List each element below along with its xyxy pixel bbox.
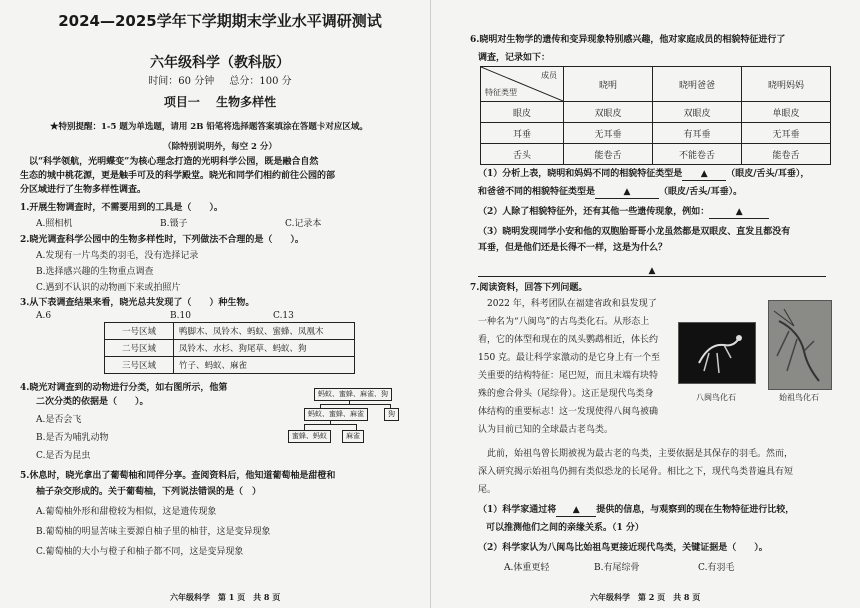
region-species: 凤铃木、水杉、狗尾草、蚂蚁、狗 [174,340,355,357]
q7-para2-line: 尾。 [478,485,497,495]
intro-line-3: 分区域进行了生物多样性调查。 [20,185,147,195]
q3-option-c: C.13 [273,311,294,321]
exam-title: 2024—2025学年下学期期末学业水平调研测试 [58,12,382,30]
blank-marker: ▲ [700,169,708,179]
q6-stem-line-1: 6.晓明对生物学的遗传和变异现象特别感兴趣，他对家庭成员的相貌特征进行了 [470,35,786,45]
fossil-skeleton-icon [769,301,831,389]
survey-table [104,322,355,374]
q1-option-b: B.镊子 [160,219,188,229]
q1-stem: 1.开展生物调查时，不需要用到的工具是（ ）。 [20,203,223,213]
q5-option-a: A.葡萄柚外形和甜橙较为相似，这是遗传现象 [36,507,217,517]
q5-option-c: C.葡萄柚的大小与橙子和柚子都不同，这是变异现象 [36,547,244,557]
tree-leaf-right: 麻雀 [342,430,364,443]
region-species: 鸭脚木、凤铃木、蚂蚁、蜜蜂、凤凰木 [174,323,355,340]
answer-line[interactable] [478,266,826,277]
answer-blank[interactable] [595,186,659,199]
table-row [481,123,831,144]
tree-leaf-left: 蜜蜂、蚂蚁 [288,430,331,443]
q7-para1-line: 150 克。最让科学家激动的是它身上有一个至 [478,353,661,363]
value-cell: 无耳垂 [742,123,831,144]
tree-left-node: 蚂蚁、蜜蜂、麻雀 [304,408,368,421]
answer-blank[interactable] [709,206,769,219]
exam-score: 总分：100 分 [229,76,292,87]
q4-option-c: C.是否为昆虫 [36,451,91,461]
q7-sub1-line-1: （1）科学家通过将 ▲ 提供的信息，与观察到的现在生物特征进行比较， [478,505,795,515]
q7-option-b: B.有尾综骨 [594,563,640,573]
fossil-caption-2: 始祖鸟化石 [779,393,819,402]
table-row [105,323,355,340]
table-row [481,144,831,165]
q7-para1-line: 看，它的体型和现在的凤头鹦鹉相近，体长约 [478,335,659,345]
q3-option-b: B.10 [170,311,191,321]
table-row [481,67,831,102]
special-note: ★特别提醒：1-5 题为单选题，请用 2B 铅笔将选择题答案填涂在答题卡对应区域。 [50,122,368,132]
header-members: 成员 [541,71,557,80]
exam-meta [20,72,420,87]
region-species: 竹子、蚂蚁、麻雀 [174,357,355,374]
q2-option-a: A.发现有一片鸟类的羽毛，没有选择记录 [36,251,199,261]
q7-para1-line: 殊的愈合骨头（尾综骨）。这正是现代鸟类身 [478,389,654,399]
member-header: 晓明妈妈 [742,67,831,102]
trait-cell: 舌头 [481,144,564,165]
value-cell: 双眼皮 [653,102,742,123]
q5-stem-line-1: 5.休息时，晓光拿出了葡萄柚和同伴分享。查阅资料后，他知道葡萄柚是甜橙和 [20,471,336,481]
tree-connector [320,404,390,405]
header-trait: 特征类型 [485,88,517,97]
q2-stem: 2.晓光调查科学公园中的生物多样性时，下列做法不合理的是（ ）。 [20,235,304,245]
tree-right-node: 狗 [384,408,399,421]
q3-option-a: A.6 [36,311,52,321]
project-heading: 项目一 生物多样性 [163,95,277,109]
value-cell: 双眼皮 [564,102,653,123]
value-cell: 不能卷舌 [653,144,742,165]
fossil-caption-1: 八闽鸟化石 [696,393,736,402]
q2-option-c: C.遇到不认识的动物画下来或拍照片 [36,283,181,293]
trait-cell: 眼皮 [481,102,564,123]
q7-option-c: C.有羽毛 [698,563,735,573]
tree-root: 蚂蚁、蜜蜂、麻雀、狗 [314,388,392,401]
table-row [105,340,355,357]
region-label: 二号区域 [105,340,174,357]
footer-left: 六年级科学 第 1 页 共 8 页 [170,592,281,602]
fossil-bones-icon [679,323,755,383]
value-cell: 单眼皮 [742,102,831,123]
blank-marker: ▲ [572,505,580,515]
q6-stem-line-2: 调查，记录如下： [478,53,551,63]
q4-option-a: A.是否会飞 [36,415,82,425]
q5-stem-line-2: 柚子杂交形成的。关于葡萄柚，下列说法错误的是（ ） [36,487,262,497]
q3-stem: 3.从下表调查结果来看，晓光总共发现了（ ）种生物。 [20,298,255,308]
trait-cell: 耳垂 [481,123,564,144]
region-label: 一号区域 [105,323,174,340]
value-cell: 有耳垂 [653,123,742,144]
q6-sub3-line-1: （3）晓明发现同学小安和他的双胞胎哥哥小龙虽然都是双眼皮、直发且都没有 [478,227,791,237]
q6-sub3-line-2: 耳垂，但是他们还是长得不一样，这是为什么？ [478,243,668,253]
q7-para2-line: 此前，始祖鸟曾长期被视为最古老的鸟类，主要依据是其保存的羽毛。然而， [478,449,794,459]
q7-para1-line: 关重要的结构特征：尾巴短，而且末端有块特 [478,371,659,381]
q7-stem: 7.阅读资料，回答下列问题。 [470,283,588,293]
q1-option-a: A.照相机 [36,219,73,229]
blank-marker: ▲ [735,207,743,217]
answer-blank[interactable] [682,168,726,181]
table-row [481,102,831,123]
q7-option-a: A.体重更轻 [504,563,550,573]
q7-para2-line: 深入研究揭示始祖鸟仍拥有类似恐龙的长尾骨。相比之下，现代鸟类普遍具有短 [478,467,794,477]
q7-sub1-line-2: 可以推测他们之间的亲缘关系。（1 分） [486,523,644,533]
q1-option-c: C.记录本 [285,219,322,229]
footer-right: 六年级科学 第 2 页 共 8 页 [590,592,701,602]
section-note: （除特别说明外，每空 2 分） [163,142,277,152]
q6-sub1-line-2: 和爸爸不同的相貌特征类型是 ▲ （眼皮/舌头/耳垂）。 [478,187,743,197]
member-header: 晓明爸爸 [653,67,742,102]
q4-stem-line-1: 4.晓光对调查到的动物进行分类，如右图所示，他第 [20,383,228,393]
q7-sub2: （2）科学家认为八闽鸟比始祖鸟更接近现代鸟类，关键证据是（ ）。 [478,543,768,553]
q2-option-b: B.选择感兴趣的生物重点调查 [36,267,154,277]
table-corner-header [481,67,564,102]
q7-para1-line: 2022 年，科考团队在福建省政和县发现了 [478,299,657,309]
q7-para1-line: 体结构的重要标志！这一发现使得八闽鸟被确 [478,407,659,417]
table-row [105,357,355,374]
exam-subtitle: 六年级科学（教科版） [150,55,290,71]
archaeopteryx-fossil-image [768,300,832,390]
region-label: 三号区域 [105,357,174,374]
intro-line-1: 以“科学领航，光明蝶变”为核心理念打造的光明科学公园，既是融合自然 [20,157,319,167]
value-cell: 无耳垂 [564,123,653,144]
q6-sub1-line-1: （1）分析上表，晓明和妈妈不同的相貌特征类型是 ▲ （眼皮/舌头/耳垂）， [478,169,810,179]
value-cell: 能卷舌 [742,144,831,165]
blank-marker: ▲ [623,187,631,197]
q5-option-b: B.葡萄柚的明显苦味主要源自柚子里的柚苷，这是变异现象 [36,527,271,537]
answer-blank[interactable] [556,504,596,517]
intro-line-2: 生态的城中桃花源，更是触手可及的科学殿堂。晓光和同学们相约前往公园的部 [20,171,336,181]
exam-time: 时间：60 分钟 [148,76,215,87]
family-traits-table [480,66,831,165]
tree-connector [304,424,356,425]
page-2 [430,0,860,608]
q4-stem-line-2: 二次分类的依据是（ ）。 [36,397,149,407]
q7-para1-line: 认为目前已知的全球最古老鸟类。 [478,425,614,435]
babinia-fossil-image [678,322,756,384]
q6-sub2: （2）人除了相貌特征外，还有其他一些遗传现象，例如： ▲ [478,206,769,219]
value-cell: 能卷舌 [564,144,653,165]
q4-option-b: B.是否为哺乳动物 [36,433,109,443]
blank-marker: ▲ [648,266,656,276]
q7-para1-line: 一种名为“八闽鸟”的古鸟类化石。从形态上 [478,317,650,327]
member-header: 晓明 [564,67,653,102]
